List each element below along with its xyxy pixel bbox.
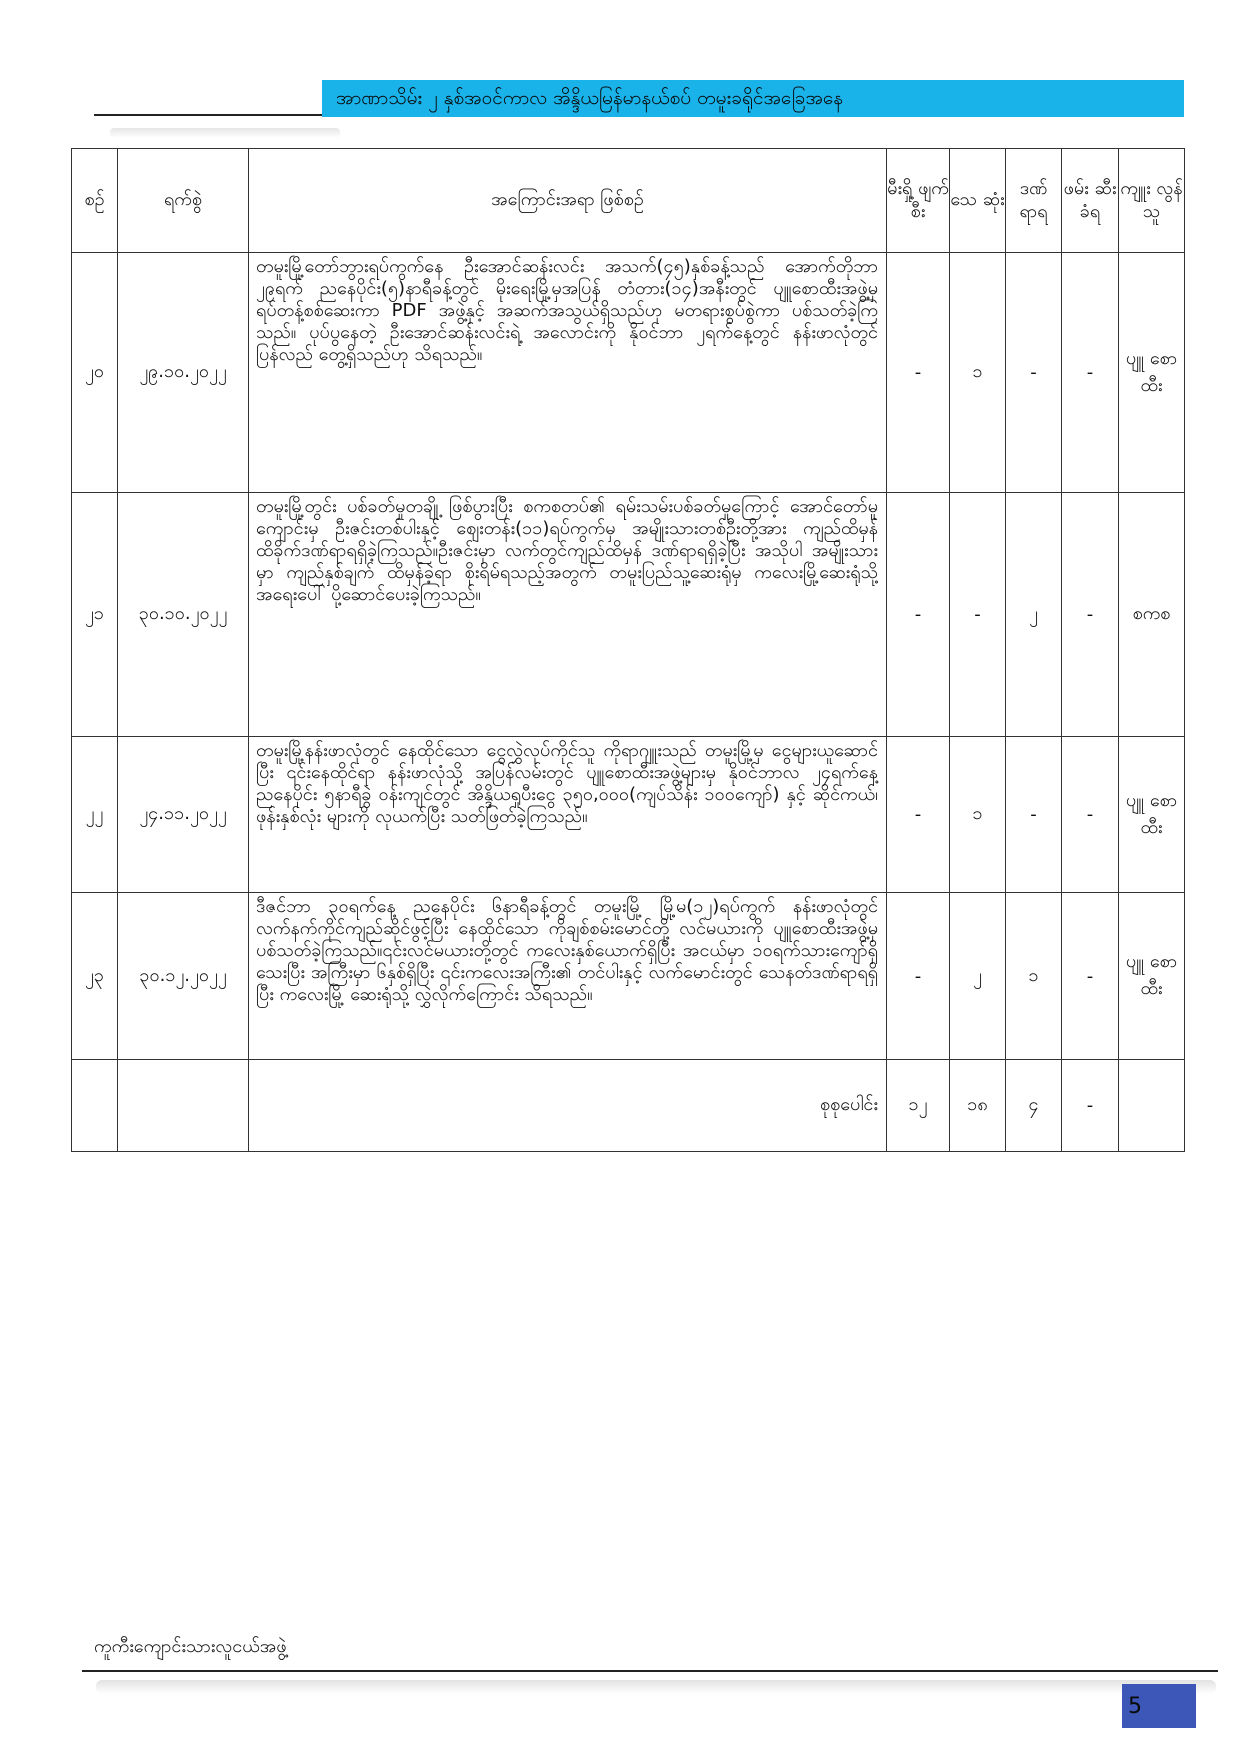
row-date: ၂၄.၁၁.၂၀၂၂: [118, 737, 249, 893]
footer-shadow: [96, 1680, 1216, 1694]
column-header-no: စဉ်: [72, 149, 118, 253]
row-description: ဒီဇင်ဘာ ၃၀ရက်နေ့ ညနေပိုင်း ၆နာရီခန့်တွင် တမူးမြို့ မြို့မ(၁၂)ရပ်ကွက် နန်းဖာလုံတွင် လက်နက်ကိုင်ကျည်ဆိုင်ဖွင့်ပြီး နေထိုင်သော ကိုချစ်စမ်းမောင်တို့ လင်မယားကို ပျူစောထီးအဖွဲ့မှ ပစ်သတ်ခဲ့ကြသည်။၎င်းလင်မယားတို့တွင် ကလေးနှစ်ယောက်ရှိပြီး အငယ်မှာ ၁၀ရက်သားကျော်ရှိသေးပြီး အကြီးမှာ ၆နှစ်ရှိပြီး ၎င်းကလေးအကြီး၏ တင်ပါးနှင့် လက်မောင်းတွင် သေနတ်ဒဏ်ရာရရှိပြီး ကလေးမြို့ ဆေးရုံသို့ လွှဲလိုက်ကြောင်း သိရသည်။: [249, 893, 887, 1060]
page-number: 5: [1122, 1684, 1196, 1728]
column-header-arrested: ဖမ်း ဆီး ခံရ: [1062, 149, 1119, 253]
header-rule: [94, 114, 324, 116]
row-no: ၂၂: [72, 737, 118, 893]
row-description: တမူးမြို့တွင်း ပစ်ခတ်မှုတချို့ ဖြစ်ပွားပြီး စကစတပ်၏ ရမ်းသမ်းပစ်ခတ်မှုကြောင့် အောင်တော်မူကျောင်းမှ ဦးဇင်းတစ်ပါးနှင့် စျေးတန်း(၁၁)ရပ်ကွက်မှ အမျိုးသားတစ်ဦးတို့အား ကျည်ထိမှန်ထိခိုက်ဒဏ်ရာရရှိခဲ့ကြသည်။ဦးဇင်းမှာ လက်တွင်ကျည်ထိမှန် ဒဏ်ရာရရှိခဲ့ပြီး အသိုပါ အမျိုးသားမှာ ကျည်နှစ်ချက် ထိမှန်ခဲ့ရာ စိုးရိမ်ရသည့်အတွက် တမူးပြည်သူ့ဆေးရုံမှ ကလေးမြို့ဆေးရုံသို့ အရေးပေါ် ပို့ဆောင်ပေးခဲ့ကြသည်။: [249, 493, 887, 737]
total-killed: ၁၈: [950, 1060, 1006, 1152]
incident-table: [71, 148, 1185, 1152]
table-header-row: [72, 149, 1185, 253]
column-header-injured: ဒဏ် ရာရ: [1006, 149, 1062, 253]
row-arrested: -: [1062, 493, 1119, 737]
column-header-killed: သေ ဆုံး: [950, 149, 1006, 253]
row-date: ၃၀.၁၀.၂၀၂၂: [118, 493, 249, 737]
total-burned: ၁၂: [887, 1060, 950, 1152]
row-perpetrator: ပျူ စော ထီး: [1119, 893, 1185, 1060]
row-perpetrator: စကစ: [1119, 493, 1185, 737]
footer-organization: ကူကီးကျောင်းသားလူငယ်အဖွဲ့: [94, 1636, 287, 1657]
totals-row: [72, 1060, 1185, 1152]
row-killed: ၂: [950, 893, 1006, 1060]
totals-empty-date: [118, 1060, 249, 1152]
table-row: [72, 893, 1185, 1060]
table-row: [72, 737, 1185, 893]
row-injured: ၂: [1006, 493, 1062, 737]
row-no: ၂၀: [72, 253, 118, 493]
column-header-date: ရက်စွဲ: [118, 149, 249, 253]
column-header-burned: မီးရှို့ ဖျက် စီး: [887, 149, 950, 253]
row-date: ၂၉.၁၀.၂၀၂၂: [118, 253, 249, 493]
totals-empty-no: [72, 1060, 118, 1152]
row-description: တမူးမြို့နန်းဖာလုံတွင် နေထိုင်သော ငွေလွှဲလုပ်ကိုင်သူ ကိုရာဂျူးသည် တမူးမြို့မှ ငွေများယူဆောင်ပြီး ၎င်းနေထိုင်ရာ နန်းဖာလုံသို့ အပြန်လမ်းတွင် ပျူစောထီးအဖွဲ့များမှ နိုဝင်ဘာလ ၂၄ရက်နေ့ ညနေပိုင်း ၅နာရီခွဲ ဝန်းကျင်တွင် အိန္ဒိယရူပီးငွေ ၃၅၀,၀၀၀(ကျပ်သိန်း ၁၀၀ကျော်) နှင့် ဆိုင်ကယ်၊ဖုန်းနှစ်လုံး များကို လုယက်ပြီး သတ်ဖြတ်ခဲ့ကြသည်။: [249, 737, 887, 893]
header-banner: အာဏာသိမ်း ၂ နှစ်အဝင်ကာလ အိန္ဒိယမြန်မာနယ်စပ် တမူးခရိုင်အခြေအနေ: [322, 80, 1184, 117]
row-perpetrator: ပျူ စော ထီး: [1119, 253, 1185, 493]
row-perpetrator: ပျူ စော ထီး: [1119, 737, 1185, 893]
row-killed: ၁: [950, 737, 1006, 893]
row-killed: ၁: [950, 253, 1006, 493]
row-injured: -: [1006, 737, 1062, 893]
row-arrested: -: [1062, 737, 1119, 893]
header-shadow: [110, 128, 340, 138]
footer-rule: [82, 1670, 1218, 1672]
table-row: [72, 493, 1185, 737]
row-injured: -: [1006, 253, 1062, 493]
row-arrested: -: [1062, 253, 1119, 493]
row-description: တမူးမြို့တော်ဘွားရပ်ကွက်နေ ဦးအောင်ဆန်းလင်း အသက်(၄၅)နှစ်ခန့်သည် အောက်တိုဘာ ၂၉ရက် ညနေပိုင်း(၅)နာရီခန့်တွင် မိုးရေးမြို့မှအပြန် တံတား(၁၄)အနီးတွင် ပျူစောထီးအဖွဲ့မှ ရပ်တန့်စစ်ဆေးကာ PDF အဖွဲ့နှင့် အဆက်အသွယ်ရှိသည်ဟု မတရားစွပ်စွဲကာ ပစ်သတ်ခဲ့ကြသည်။ ပုပ်ပွနေတဲ့ ဦးအောင်ဆန်းလင်းရဲ့ အလောင်းကို နိုဝင်ဘာ ၂ရက်နေ့တွင် နန်းဖာလုံတွင် ပြန်လည် တွေ့ရှိသည်ဟု သိရသည်။: [249, 253, 887, 493]
column-header-description: အကြောင်းအရာ ဖြစ်စဉ်: [249, 149, 887, 253]
table-row: [72, 253, 1185, 493]
row-burned: -: [887, 253, 950, 493]
row-killed: -: [950, 493, 1006, 737]
row-no: ၂၃: [72, 893, 118, 1060]
totals-empty-perpetrator: [1119, 1060, 1185, 1152]
row-burned: -: [887, 893, 950, 1060]
row-burned: -: [887, 493, 950, 737]
column-header-perpetrator: ကျူး လွန် သူ: [1119, 149, 1185, 253]
total-injured: ၄: [1006, 1060, 1062, 1152]
totals-label: စုစုပေါင်း: [249, 1060, 887, 1152]
row-date: ၃၀.၁၂.၂၀၂၂: [118, 893, 249, 1060]
total-arrested: -: [1062, 1060, 1119, 1152]
row-arrested: -: [1062, 893, 1119, 1060]
row-burned: -: [887, 737, 950, 893]
row-injured: ၁: [1006, 893, 1062, 1060]
row-no: ၂၁: [72, 493, 118, 737]
